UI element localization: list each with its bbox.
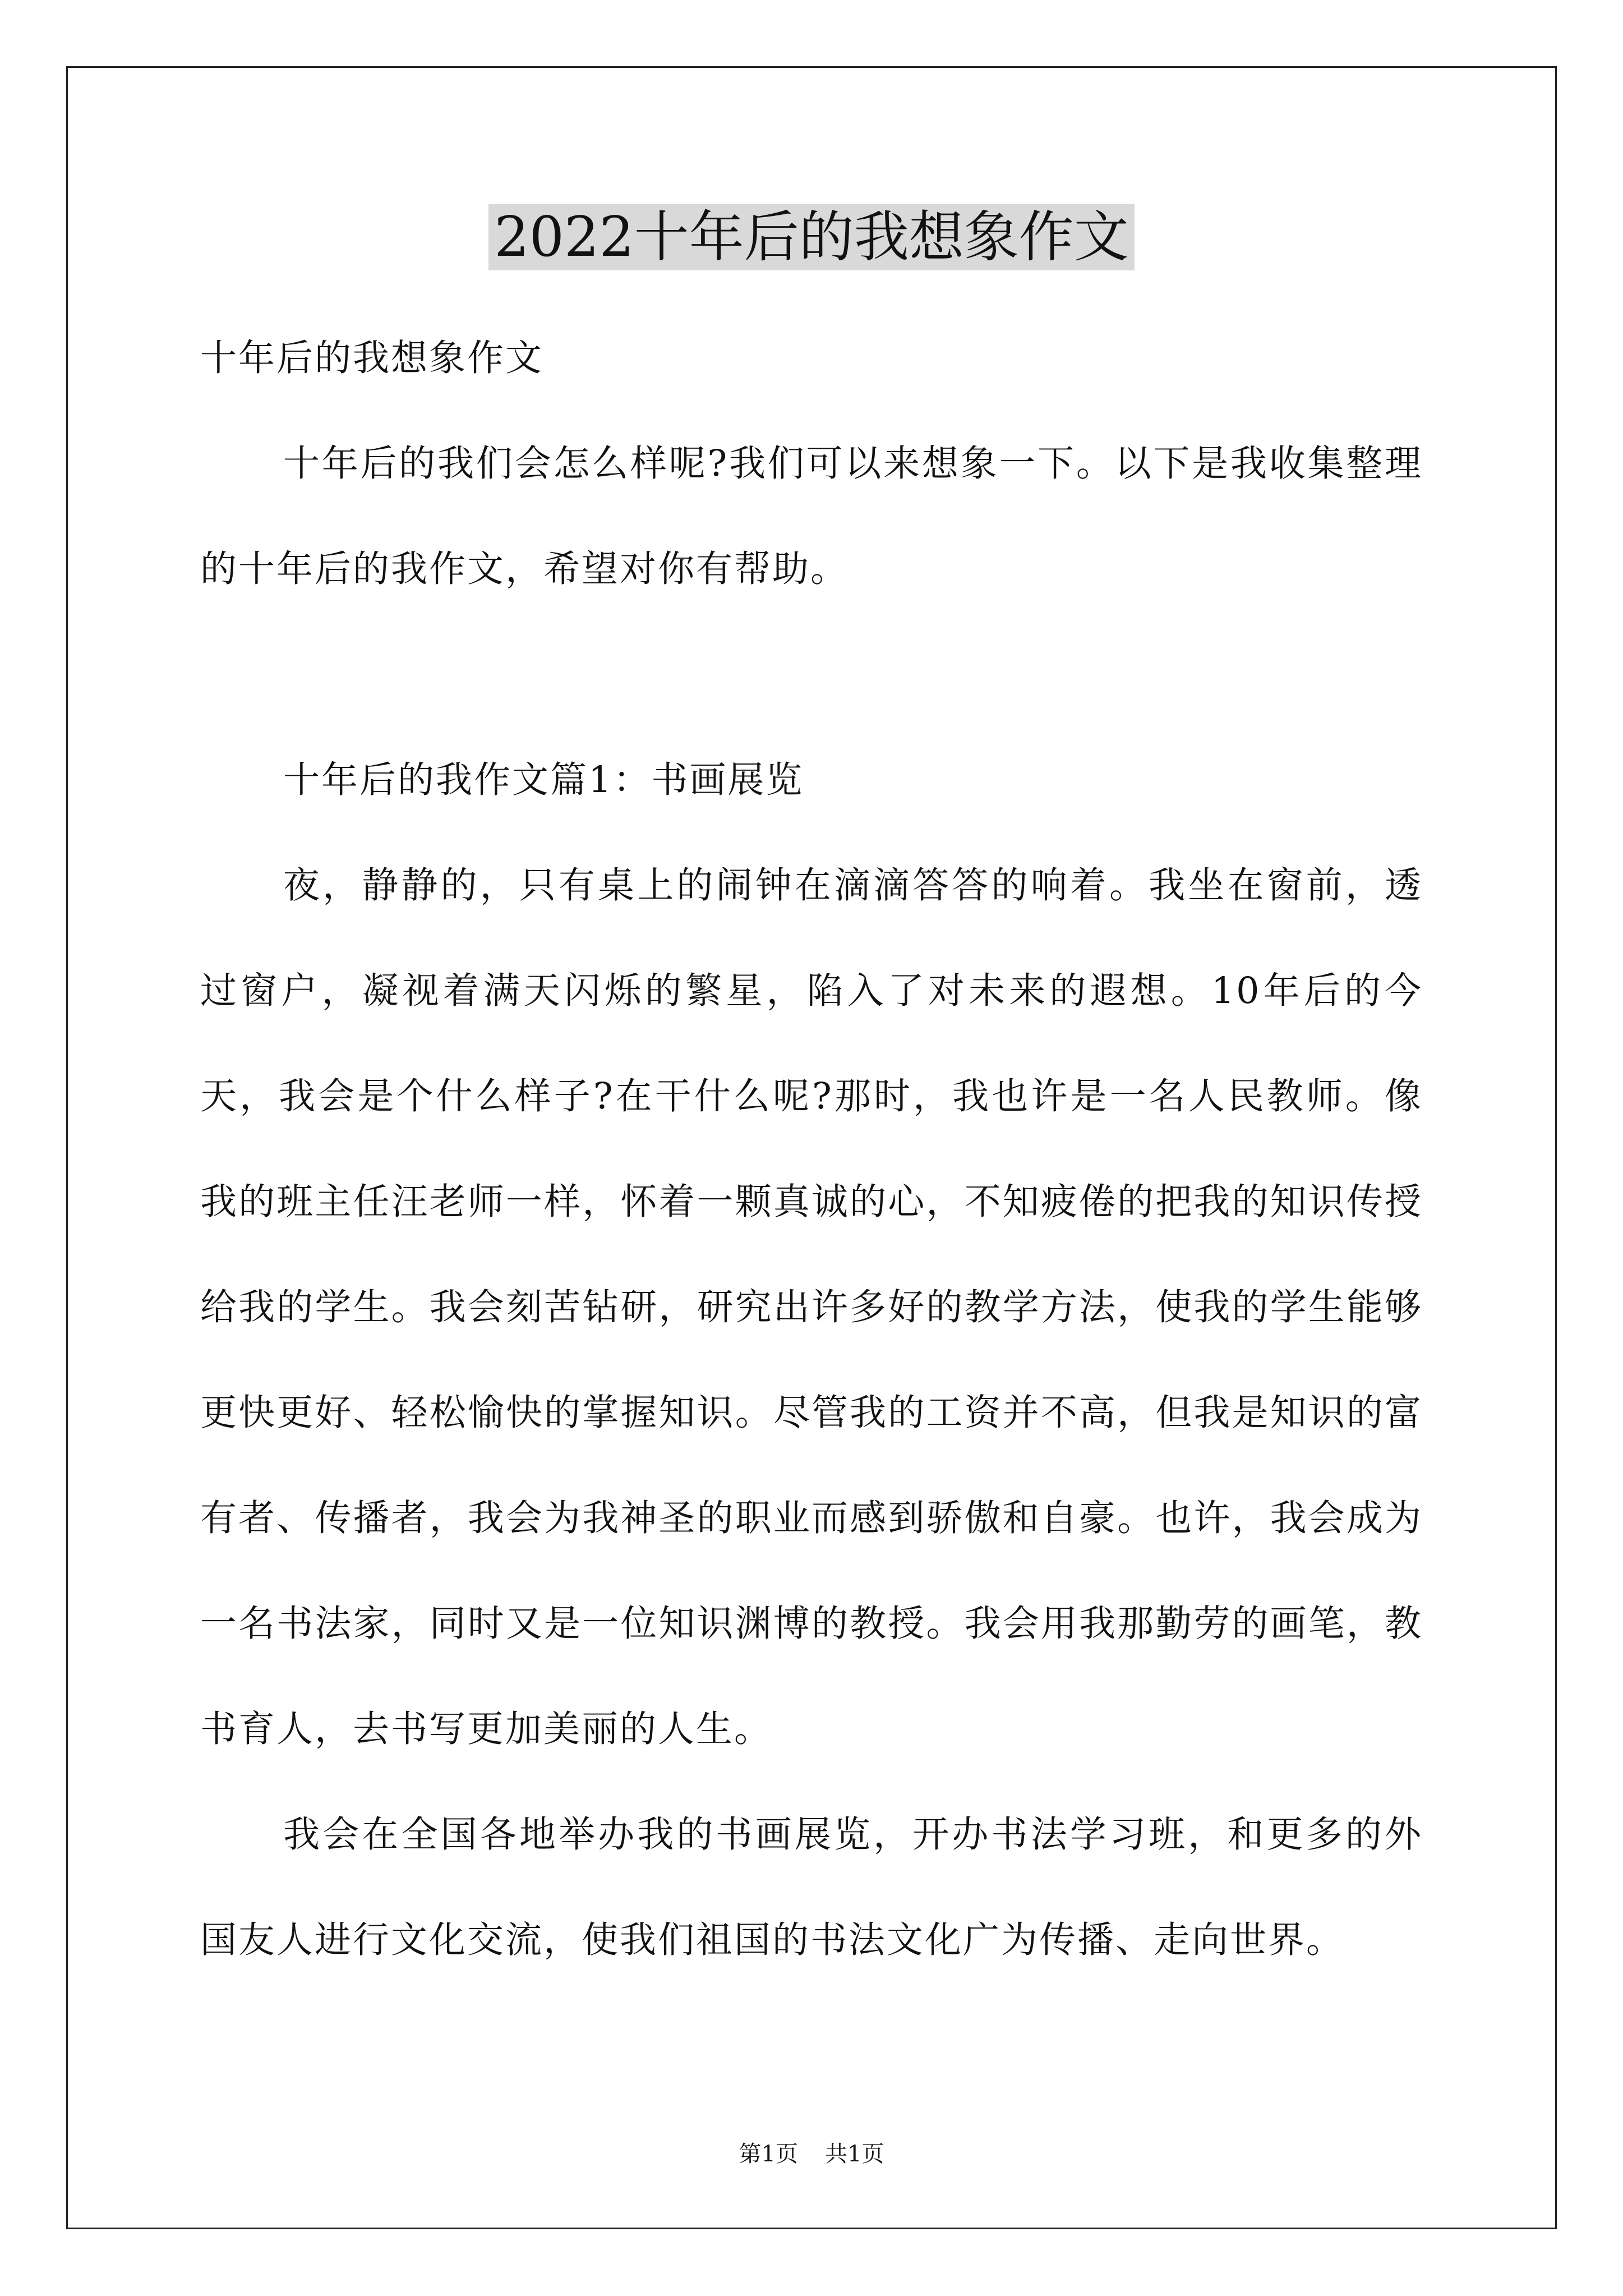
document-subtitle: 十年后的我想象作文: [200, 337, 544, 379]
body-paragraph-2: 我会在全国各地举办我的书画展览，开办书法学习班，和更多的外国友人进行文化交流，使我们祖国的书法文化广为传播、走向世界。: [200, 1814, 1423, 1961]
page-number-current: 第1页: [739, 2141, 798, 2167]
document-title: [0, 201, 1623, 274]
page-footer: [0, 2137, 1623, 2171]
page-number-total: 共1页: [825, 2141, 884, 2167]
intro-paragraph: 十年后的我们会怎么样呢?我们可以来想象一下。以下是我收集整理的十年后的我作文，希望对你有帮助。: [200, 443, 1423, 590]
document-body: [200, 306, 1423, 1993]
paragraph-gap: [200, 622, 1423, 728]
body-paragraph-1: 夜，静静的，只有桌上的闹钟在滴滴答答的响着。我坐在窗前，透过窗户，凝视着满天闪烁的繁星，陷入了对未来的遐想。10年后的今天，我会是个什么样子?在干什么呢?那时，我也许是一名人民教师。像我的班主任汪老师一样，怀着一颗真诚的心，不知疲倦的把我的知识传授给我的学生。我会刻苦钻研，研究出许多好的教学方法，使我的学生能够更快更好、轻松愉快的掌握知识。尽管我的工资并不高，但我是知识的富有者、传播者，我会为我神圣的职业而感到骄傲和自豪。也许，我会成为一名书法家，同时又是一位知识渊博的教授。我会用我那勤劳的画笔，教书育人，去书写更加美丽的人生。: [200, 864, 1423, 1750]
section-heading: 十年后的我作文篇1：书画展览: [283, 759, 804, 801]
document-title-text: 2022十年后的我想象作文: [488, 204, 1134, 270]
